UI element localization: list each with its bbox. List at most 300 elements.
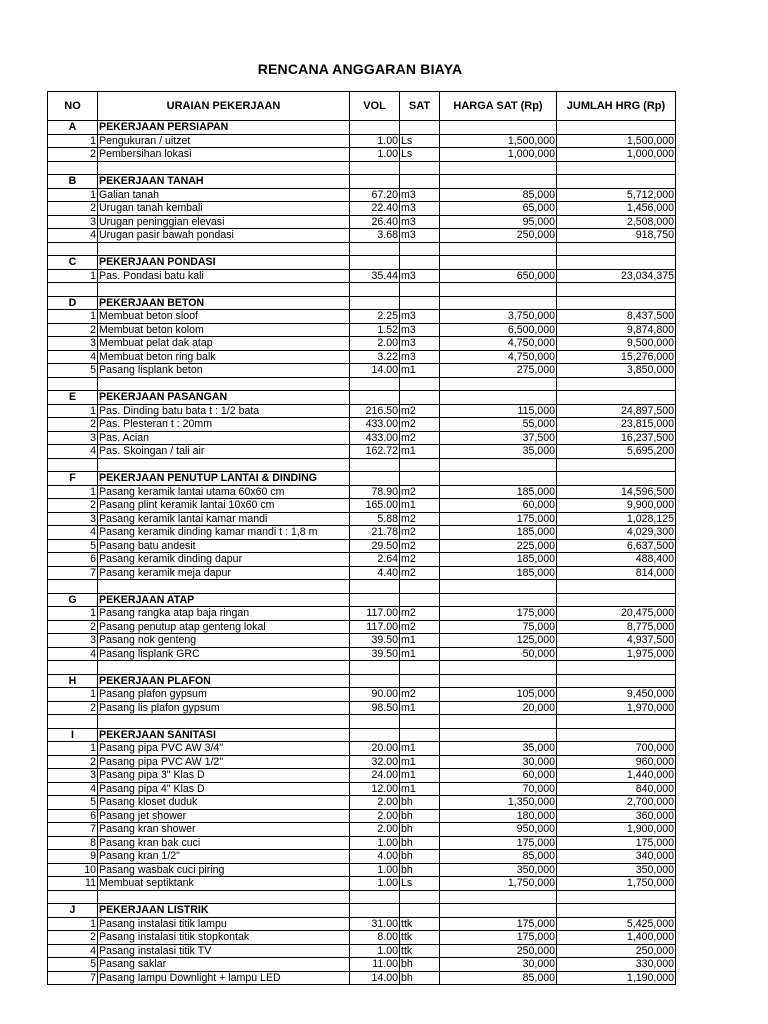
item-no: 3	[48, 215, 98, 229]
item-jumlah: 1,400,000	[557, 931, 676, 945]
item-sat: m2	[400, 566, 440, 580]
item-sat: m3	[400, 229, 440, 243]
item-uraian: Galian tanah	[98, 188, 350, 202]
item-uraian: Membuat beton sloof	[98, 310, 350, 324]
item-jumlah: 1,456,000	[557, 202, 676, 216]
empty-cell	[98, 458, 350, 472]
item-vol: 20.00	[350, 742, 400, 756]
item-vol: 3.68	[350, 229, 400, 243]
item-uraian: Pasang nok genteng	[98, 634, 350, 648]
empty-cell	[557, 242, 676, 256]
empty-cell	[400, 674, 440, 688]
item-sat: m2	[400, 539, 440, 553]
empty-cell	[48, 161, 98, 175]
item-harga-sat: 4,750,000	[440, 350, 557, 364]
section-title: PEKERJAAN PLAFON	[98, 674, 350, 688]
item-vol: 216.50	[350, 404, 400, 418]
empty-cell	[440, 472, 557, 486]
item-vol: 2.00	[350, 796, 400, 810]
empty-cell	[350, 593, 400, 607]
item-sat: m3	[400, 337, 440, 351]
item-sat: m3	[400, 323, 440, 337]
empty-cell	[98, 890, 350, 904]
item-sat: bh	[400, 809, 440, 823]
item-uraian: Pasang lis plafon gypsum	[98, 701, 350, 715]
empty-cell	[557, 458, 676, 472]
item-no: 2	[48, 202, 98, 216]
table-row	[48, 620, 676, 634]
item-no: 6	[48, 809, 98, 823]
item-sat: m3	[400, 188, 440, 202]
section-code: J	[48, 904, 98, 918]
section-row	[48, 674, 676, 688]
empty-cell	[557, 377, 676, 391]
blank-row	[48, 580, 676, 594]
empty-cell	[350, 175, 400, 189]
item-vol: 14.00	[350, 364, 400, 378]
blank-row	[48, 661, 676, 675]
blank-row	[48, 715, 676, 729]
item-harga-sat: 185,000	[440, 553, 557, 567]
item-no: 3	[48, 431, 98, 445]
empty-cell	[400, 242, 440, 256]
item-uraian: Pas. Plesteran t : 20mm	[98, 418, 350, 432]
item-jumlah: 1,500,000	[557, 134, 676, 148]
item-uraian: Pasang plafon gypsum	[98, 688, 350, 702]
item-harga-sat: 70,000	[440, 782, 557, 796]
table-row	[48, 566, 676, 580]
item-uraian: Pas. Dinding batu bata t : 1/2 bata	[98, 404, 350, 418]
item-no: 4	[48, 445, 98, 459]
empty-cell	[557, 283, 676, 297]
item-vol: 1.00	[350, 944, 400, 958]
item-harga-sat: 1,350,000	[440, 796, 557, 810]
section-code: E	[48, 391, 98, 405]
item-harga-sat: 35,000	[440, 445, 557, 459]
item-uraian: Pasang pipa PVC AW 1/2"	[98, 755, 350, 769]
empty-cell	[400, 161, 440, 175]
empty-cell	[48, 890, 98, 904]
empty-cell	[350, 715, 400, 729]
item-no: 3	[48, 337, 98, 351]
item-jumlah: 2,508,000	[557, 215, 676, 229]
item-no: 5	[48, 539, 98, 553]
table-row	[48, 931, 676, 945]
item-harga-sat: 185,000	[440, 485, 557, 499]
empty-cell	[400, 904, 440, 918]
item-sat: m1	[400, 634, 440, 648]
item-uraian: Pasang keramik lantai kamar mandi	[98, 512, 350, 526]
empty-cell	[557, 472, 676, 486]
item-vol: 3.22	[350, 350, 400, 364]
table-row	[48, 755, 676, 769]
item-jumlah: 1,750,000	[557, 877, 676, 891]
empty-cell	[350, 391, 400, 405]
table-row	[48, 485, 676, 499]
item-jumlah: 5,425,000	[557, 917, 676, 931]
empty-cell	[440, 377, 557, 391]
section-code: B	[48, 175, 98, 189]
item-harga-sat: 115,000	[440, 404, 557, 418]
empty-cell	[350, 121, 400, 135]
empty-cell	[48, 377, 98, 391]
item-vol: 117.00	[350, 607, 400, 621]
empty-cell	[557, 580, 676, 594]
item-no: 11	[48, 877, 98, 891]
item-uraian: Urugan pasir bawah pondasi	[98, 229, 350, 243]
item-no: 1	[48, 404, 98, 418]
item-no: 8	[48, 836, 98, 850]
empty-cell	[350, 580, 400, 594]
empty-cell	[440, 593, 557, 607]
empty-cell	[48, 580, 98, 594]
item-harga-sat: 250,000	[440, 229, 557, 243]
item-no: 2	[48, 418, 98, 432]
empty-cell	[400, 458, 440, 472]
item-sat: m3	[400, 202, 440, 216]
section-row	[48, 472, 676, 486]
empty-cell	[557, 256, 676, 270]
item-harga-sat: 55,000	[440, 418, 557, 432]
item-no: 5	[48, 958, 98, 972]
header-uraian: URAIAN PEKERJAAN	[98, 92, 350, 121]
item-vol: 1.00	[350, 836, 400, 850]
empty-cell	[350, 661, 400, 675]
item-vol: 29.50	[350, 539, 400, 553]
section-code: A	[48, 121, 98, 135]
empty-cell	[400, 661, 440, 675]
item-harga-sat: 3,750,000	[440, 310, 557, 324]
item-no: 4	[48, 782, 98, 796]
item-vol: 78.90	[350, 485, 400, 499]
item-jumlah: 5,695,200	[557, 445, 676, 459]
table-row	[48, 796, 676, 810]
item-harga-sat: 4,750,000	[440, 337, 557, 351]
empty-cell	[440, 283, 557, 297]
empty-cell	[98, 377, 350, 391]
item-uraian: Pembersihan lokasi	[98, 148, 350, 162]
item-jumlah: 175,000	[557, 836, 676, 850]
section-code: C	[48, 256, 98, 270]
empty-cell	[557, 674, 676, 688]
item-sat: m1	[400, 755, 440, 769]
table-row	[48, 809, 676, 823]
table-row	[48, 917, 676, 931]
item-no: 1	[48, 134, 98, 148]
item-no: 2	[48, 931, 98, 945]
item-jumlah: 14,596,500	[557, 485, 676, 499]
table-row	[48, 701, 676, 715]
item-jumlah: 250,000	[557, 944, 676, 958]
section-row	[48, 904, 676, 918]
item-sat: bh	[400, 836, 440, 850]
item-jumlah: 814,000	[557, 566, 676, 580]
table-row	[48, 877, 676, 891]
item-harga-sat: 1,000,000	[440, 148, 557, 162]
item-sat: m2	[400, 485, 440, 499]
item-sat: bh	[400, 850, 440, 864]
item-vol: 39.50	[350, 647, 400, 661]
item-vol: 35.44	[350, 269, 400, 283]
blank-row	[48, 458, 676, 472]
item-vol: 433.00	[350, 418, 400, 432]
item-vol: 2.00	[350, 809, 400, 823]
item-harga-sat: 185,000	[440, 566, 557, 580]
item-jumlah: 20,475,000	[557, 607, 676, 621]
empty-cell	[350, 161, 400, 175]
empty-cell	[557, 661, 676, 675]
header-jumlah-hrg: JUMLAH HRG (Rp)	[557, 92, 676, 121]
item-jumlah: 9,900,000	[557, 499, 676, 513]
budget-table	[47, 91, 676, 985]
empty-cell	[440, 391, 557, 405]
item-vol: 12.00	[350, 782, 400, 796]
table-row	[48, 539, 676, 553]
item-harga-sat: 75,000	[440, 620, 557, 634]
table-row	[48, 202, 676, 216]
table-row	[48, 607, 676, 621]
section-row	[48, 121, 676, 135]
item-sat: m1	[400, 445, 440, 459]
item-jumlah: 24,897,500	[557, 404, 676, 418]
item-jumlah: 15,276,000	[557, 350, 676, 364]
empty-cell	[400, 296, 440, 310]
section-code: D	[48, 296, 98, 310]
item-sat: m1	[400, 499, 440, 513]
item-jumlah: 6,637,500	[557, 539, 676, 553]
item-jumlah: 8,437,500	[557, 310, 676, 324]
item-harga-sat: 6,500,000	[440, 323, 557, 337]
item-no: 2	[48, 499, 98, 513]
item-vol: 1.00	[350, 863, 400, 877]
empty-cell	[400, 472, 440, 486]
table-row	[48, 499, 676, 513]
item-no: 3	[48, 769, 98, 783]
blank-row	[48, 161, 676, 175]
item-no: 4	[48, 647, 98, 661]
item-harga-sat: 60,000	[440, 499, 557, 513]
item-uraian: Pasang batu andesit	[98, 539, 350, 553]
item-harga-sat: 65,000	[440, 202, 557, 216]
empty-cell	[400, 377, 440, 391]
item-no: 2	[48, 148, 98, 162]
item-vol: 2.64	[350, 553, 400, 567]
item-no: 7	[48, 823, 98, 837]
table-row	[48, 431, 676, 445]
blank-row	[48, 242, 676, 256]
item-uraian: Pasang kran shower	[98, 823, 350, 837]
item-uraian: Pasang pipa 3" Klas D	[98, 769, 350, 783]
item-sat: m2	[400, 512, 440, 526]
item-harga-sat: 60,000	[440, 769, 557, 783]
item-no: 2	[48, 620, 98, 634]
item-sat: m2	[400, 418, 440, 432]
table-row	[48, 850, 676, 864]
item-jumlah: 840,000	[557, 782, 676, 796]
item-no: 1	[48, 742, 98, 756]
item-vol: 117.00	[350, 620, 400, 634]
section-code: I	[48, 728, 98, 742]
item-vol: 4.40	[350, 566, 400, 580]
item-no: 7	[48, 566, 98, 580]
item-harga-sat: 175,000	[440, 836, 557, 850]
item-harga-sat: 1,750,000	[440, 877, 557, 891]
empty-cell	[400, 256, 440, 270]
item-harga-sat: 85,000	[440, 850, 557, 864]
section-title: PEKERJAAN PONDASI	[98, 256, 350, 270]
section-code: G	[48, 593, 98, 607]
item-harga-sat: 175,000	[440, 931, 557, 945]
item-uraian: Pasang kloset duduk	[98, 796, 350, 810]
item-uraian: Pasang keramik meja dapur	[98, 566, 350, 580]
item-uraian: Pasang instalasi titik lampu	[98, 917, 350, 931]
item-uraian: Pasang wasbak cuci piring	[98, 863, 350, 877]
blank-row	[48, 377, 676, 391]
item-uraian: Pengukuran / uitzet	[98, 134, 350, 148]
item-uraian: Pasang pipa PVC AW 3/4"	[98, 742, 350, 756]
empty-cell	[440, 458, 557, 472]
item-no: 1	[48, 188, 98, 202]
item-harga-sat: 225,000	[440, 539, 557, 553]
empty-cell	[98, 715, 350, 729]
empty-cell	[440, 661, 557, 675]
table-row	[48, 553, 676, 567]
item-jumlah: 16,237,500	[557, 431, 676, 445]
item-uraian: Membuat beton kolom	[98, 323, 350, 337]
item-vol: 5.88	[350, 512, 400, 526]
table-row	[48, 769, 676, 783]
item-harga-sat: 37,500	[440, 431, 557, 445]
section-title: PEKERJAAN ATAP	[98, 593, 350, 607]
item-vol: 98.50	[350, 701, 400, 715]
empty-cell	[350, 728, 400, 742]
empty-cell	[350, 458, 400, 472]
table-row	[48, 742, 676, 756]
item-no: 5	[48, 796, 98, 810]
item-no: 2	[48, 755, 98, 769]
item-jumlah: 1,900,000	[557, 823, 676, 837]
item-harga-sat: 180,000	[440, 809, 557, 823]
empty-cell	[400, 728, 440, 742]
item-uraian: Pasang plint keramik lantai 10x60 cm	[98, 499, 350, 513]
item-no: 4	[48, 944, 98, 958]
item-vol: 31.00	[350, 917, 400, 931]
item-no: 6	[48, 553, 98, 567]
item-uraian: Pasang penutup atap genteng lokal	[98, 620, 350, 634]
item-vol: 2.00	[350, 823, 400, 837]
item-uraian: Pasang instalasi titik stopkontak	[98, 931, 350, 945]
empty-cell	[557, 161, 676, 175]
item-harga-sat: 95,000	[440, 215, 557, 229]
item-uraian: Pasang instalasi titik TV	[98, 944, 350, 958]
item-no: 1	[48, 917, 98, 931]
item-sat: m1	[400, 364, 440, 378]
item-uraian: Pasang rangka atap baja ringan	[98, 607, 350, 621]
item-harga-sat: 175,000	[440, 512, 557, 526]
item-uraian: Membuat pelat dak atap	[98, 337, 350, 351]
header-no: NO	[48, 92, 98, 121]
empty-cell	[400, 391, 440, 405]
item-uraian: Urugan tanah kembali	[98, 202, 350, 216]
item-no: 4	[48, 526, 98, 540]
table-row	[48, 863, 676, 877]
item-jumlah: 4,029,300	[557, 526, 676, 540]
item-no: 10	[48, 863, 98, 877]
item-vol: 21.78	[350, 526, 400, 540]
empty-cell	[98, 661, 350, 675]
section-code: H	[48, 674, 98, 688]
item-vol: 162.72	[350, 445, 400, 459]
empty-cell	[440, 296, 557, 310]
item-jumlah: 350,000	[557, 863, 676, 877]
item-no: 1	[48, 310, 98, 324]
item-harga-sat: 175,000	[440, 607, 557, 621]
empty-cell	[350, 296, 400, 310]
item-vol: 433.00	[350, 431, 400, 445]
item-uraian: Pas. Acian	[98, 431, 350, 445]
section-title: PEKERJAAN PERSIAPAN	[98, 121, 350, 135]
empty-cell	[48, 715, 98, 729]
empty-cell	[98, 283, 350, 297]
item-vol: 26.40	[350, 215, 400, 229]
item-uraian: Pasang pipa 4" Klas D	[98, 782, 350, 796]
empty-cell	[557, 121, 676, 135]
item-sat: m2	[400, 620, 440, 634]
item-sat: m2	[400, 553, 440, 567]
section-title: PEKERJAAN BETON	[98, 296, 350, 310]
item-vol: 11.00	[350, 958, 400, 972]
table-row	[48, 229, 676, 243]
item-jumlah: 9,500,000	[557, 337, 676, 351]
empty-cell	[557, 715, 676, 729]
section-title: PEKERJAAN PENUTUP LANTAI & DINDING	[98, 472, 350, 486]
item-jumlah: 8,775,000	[557, 620, 676, 634]
item-harga-sat: 30,000	[440, 958, 557, 972]
item-no: 4	[48, 229, 98, 243]
empty-cell	[440, 242, 557, 256]
item-sat: bh	[400, 958, 440, 972]
table-row	[48, 782, 676, 796]
item-harga-sat: 20,000	[440, 701, 557, 715]
item-sat: m2	[400, 431, 440, 445]
item-harga-sat: 85,000	[440, 188, 557, 202]
table-row	[48, 445, 676, 459]
item-jumlah: 4,937,500	[557, 634, 676, 648]
empty-cell	[440, 580, 557, 594]
document-title: RENCANA ANGGARAN BIAYA	[257, 61, 463, 77]
empty-cell	[557, 175, 676, 189]
empty-cell	[400, 283, 440, 297]
item-jumlah: 360,000	[557, 809, 676, 823]
item-sat: m3	[400, 269, 440, 283]
item-harga-sat: 350,000	[440, 863, 557, 877]
empty-cell	[557, 593, 676, 607]
item-sat: m1	[400, 647, 440, 661]
item-sat: m1	[400, 769, 440, 783]
item-uraian: Pas. Skoingan / tali air	[98, 445, 350, 459]
section-row	[48, 256, 676, 270]
table-header-row	[48, 92, 676, 121]
table-row	[48, 823, 676, 837]
item-vol: 8.00	[350, 931, 400, 945]
item-uraian: Membuat septiktank	[98, 877, 350, 891]
section-row	[48, 593, 676, 607]
item-jumlah: 1,975,000	[557, 647, 676, 661]
empty-cell	[48, 283, 98, 297]
item-sat: m2	[400, 607, 440, 621]
item-jumlah: 1,440,000	[557, 769, 676, 783]
item-uraian: Pasang lisplank GRC	[98, 647, 350, 661]
